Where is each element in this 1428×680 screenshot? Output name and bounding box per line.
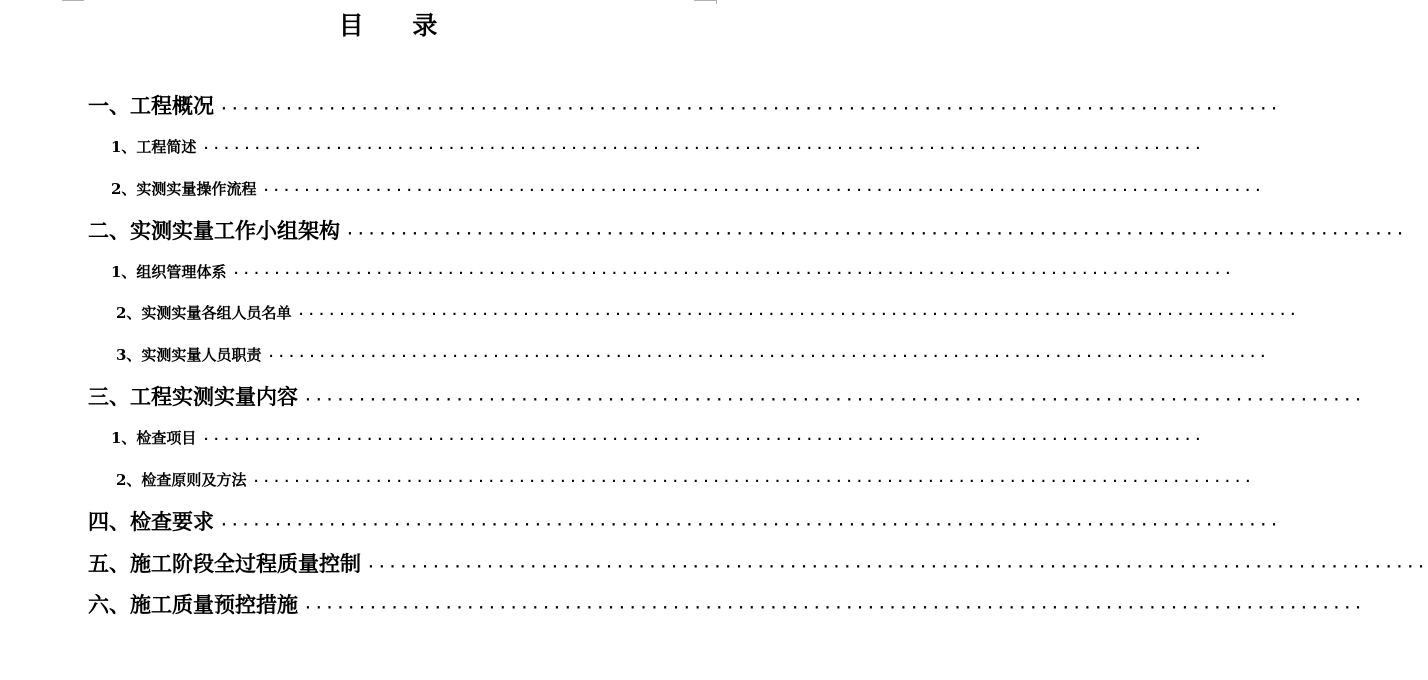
toc-entry-section-5[interactable] xyxy=(88,548,1428,578)
toc-entry-label: 1、工程简述 xyxy=(111,138,197,156)
toc-entry-label: 3、实测实量人员职责 xyxy=(116,346,262,364)
toc-leader-dots: ·································································································· xyxy=(267,349,1270,363)
toc-entry-label: 二、实测实量工作小组架构 xyxy=(88,218,340,243)
toc-entry-label: 2、实测实量操作流程 xyxy=(111,180,257,198)
toc-leader-dots: ·································································································· xyxy=(202,432,1205,446)
toc-entry-label: 2、实测实量各组人员名单 xyxy=(116,304,292,322)
page-title: 目 录 xyxy=(338,11,458,40)
toc-leader-dots: ·································································································· xyxy=(220,518,1282,533)
toc-leader-dots: ·································································································· xyxy=(304,601,1366,616)
toc-entry-label: 1、组织管理体系 xyxy=(111,263,227,281)
toc-leader-dots: ·································································································· xyxy=(202,141,1205,155)
toc-entry-label: 五、施工阶段全过程质量控制 xyxy=(88,551,361,576)
toc-leader-dots: ·································································································· xyxy=(346,227,1408,242)
toc-leader-dots: ·································································································· xyxy=(220,102,1282,117)
toc-entry-subsection-2-2[interactable] xyxy=(116,302,1300,323)
toc-entry-label: 四、检查要求 xyxy=(88,509,214,534)
toc-entry-label: 三、工程实测实量内容 xyxy=(88,384,298,409)
toc-entry-subsection-1-1[interactable] xyxy=(111,136,1205,157)
toc-entry-label: 六、施工质量预控措施 xyxy=(88,592,298,617)
toc-entry-section-2[interactable] xyxy=(88,215,1408,245)
toc-leader-dots: ·································································································· xyxy=(252,474,1255,488)
toc-entry-subsection-3-2[interactable] xyxy=(116,469,1255,490)
toc-entry-subsection-1-2[interactable] xyxy=(111,178,1265,199)
toc-leader-dots: ·································································································· xyxy=(262,183,1265,197)
toc-entry-section-1[interactable] xyxy=(88,90,1282,120)
toc-entry-label: 1、检查项目 xyxy=(111,429,197,447)
toc-leader-dots: ·································································································· xyxy=(232,266,1235,280)
toc-entry-section-3[interactable] xyxy=(88,381,1366,411)
toc-leader-dots: ·································································································· xyxy=(297,307,1300,321)
toc-entry-subsection-3-1[interactable] xyxy=(111,427,1205,448)
toc-entry-section-6[interactable] xyxy=(88,589,1366,619)
toc-entry-subsection-2-1[interactable] xyxy=(111,261,1235,282)
toc-leader-dots: ·································································································· xyxy=(367,560,1428,575)
toc-entry-label: 一、工程概况 xyxy=(88,93,214,118)
toc-entry-subsection-2-3[interactable] xyxy=(116,344,1270,365)
toc-entry-label: 2、检查原则及方法 xyxy=(116,471,247,489)
toc-leader-dots: ·································································································· xyxy=(304,393,1366,408)
toc-entry-section-4[interactable] xyxy=(88,506,1282,536)
